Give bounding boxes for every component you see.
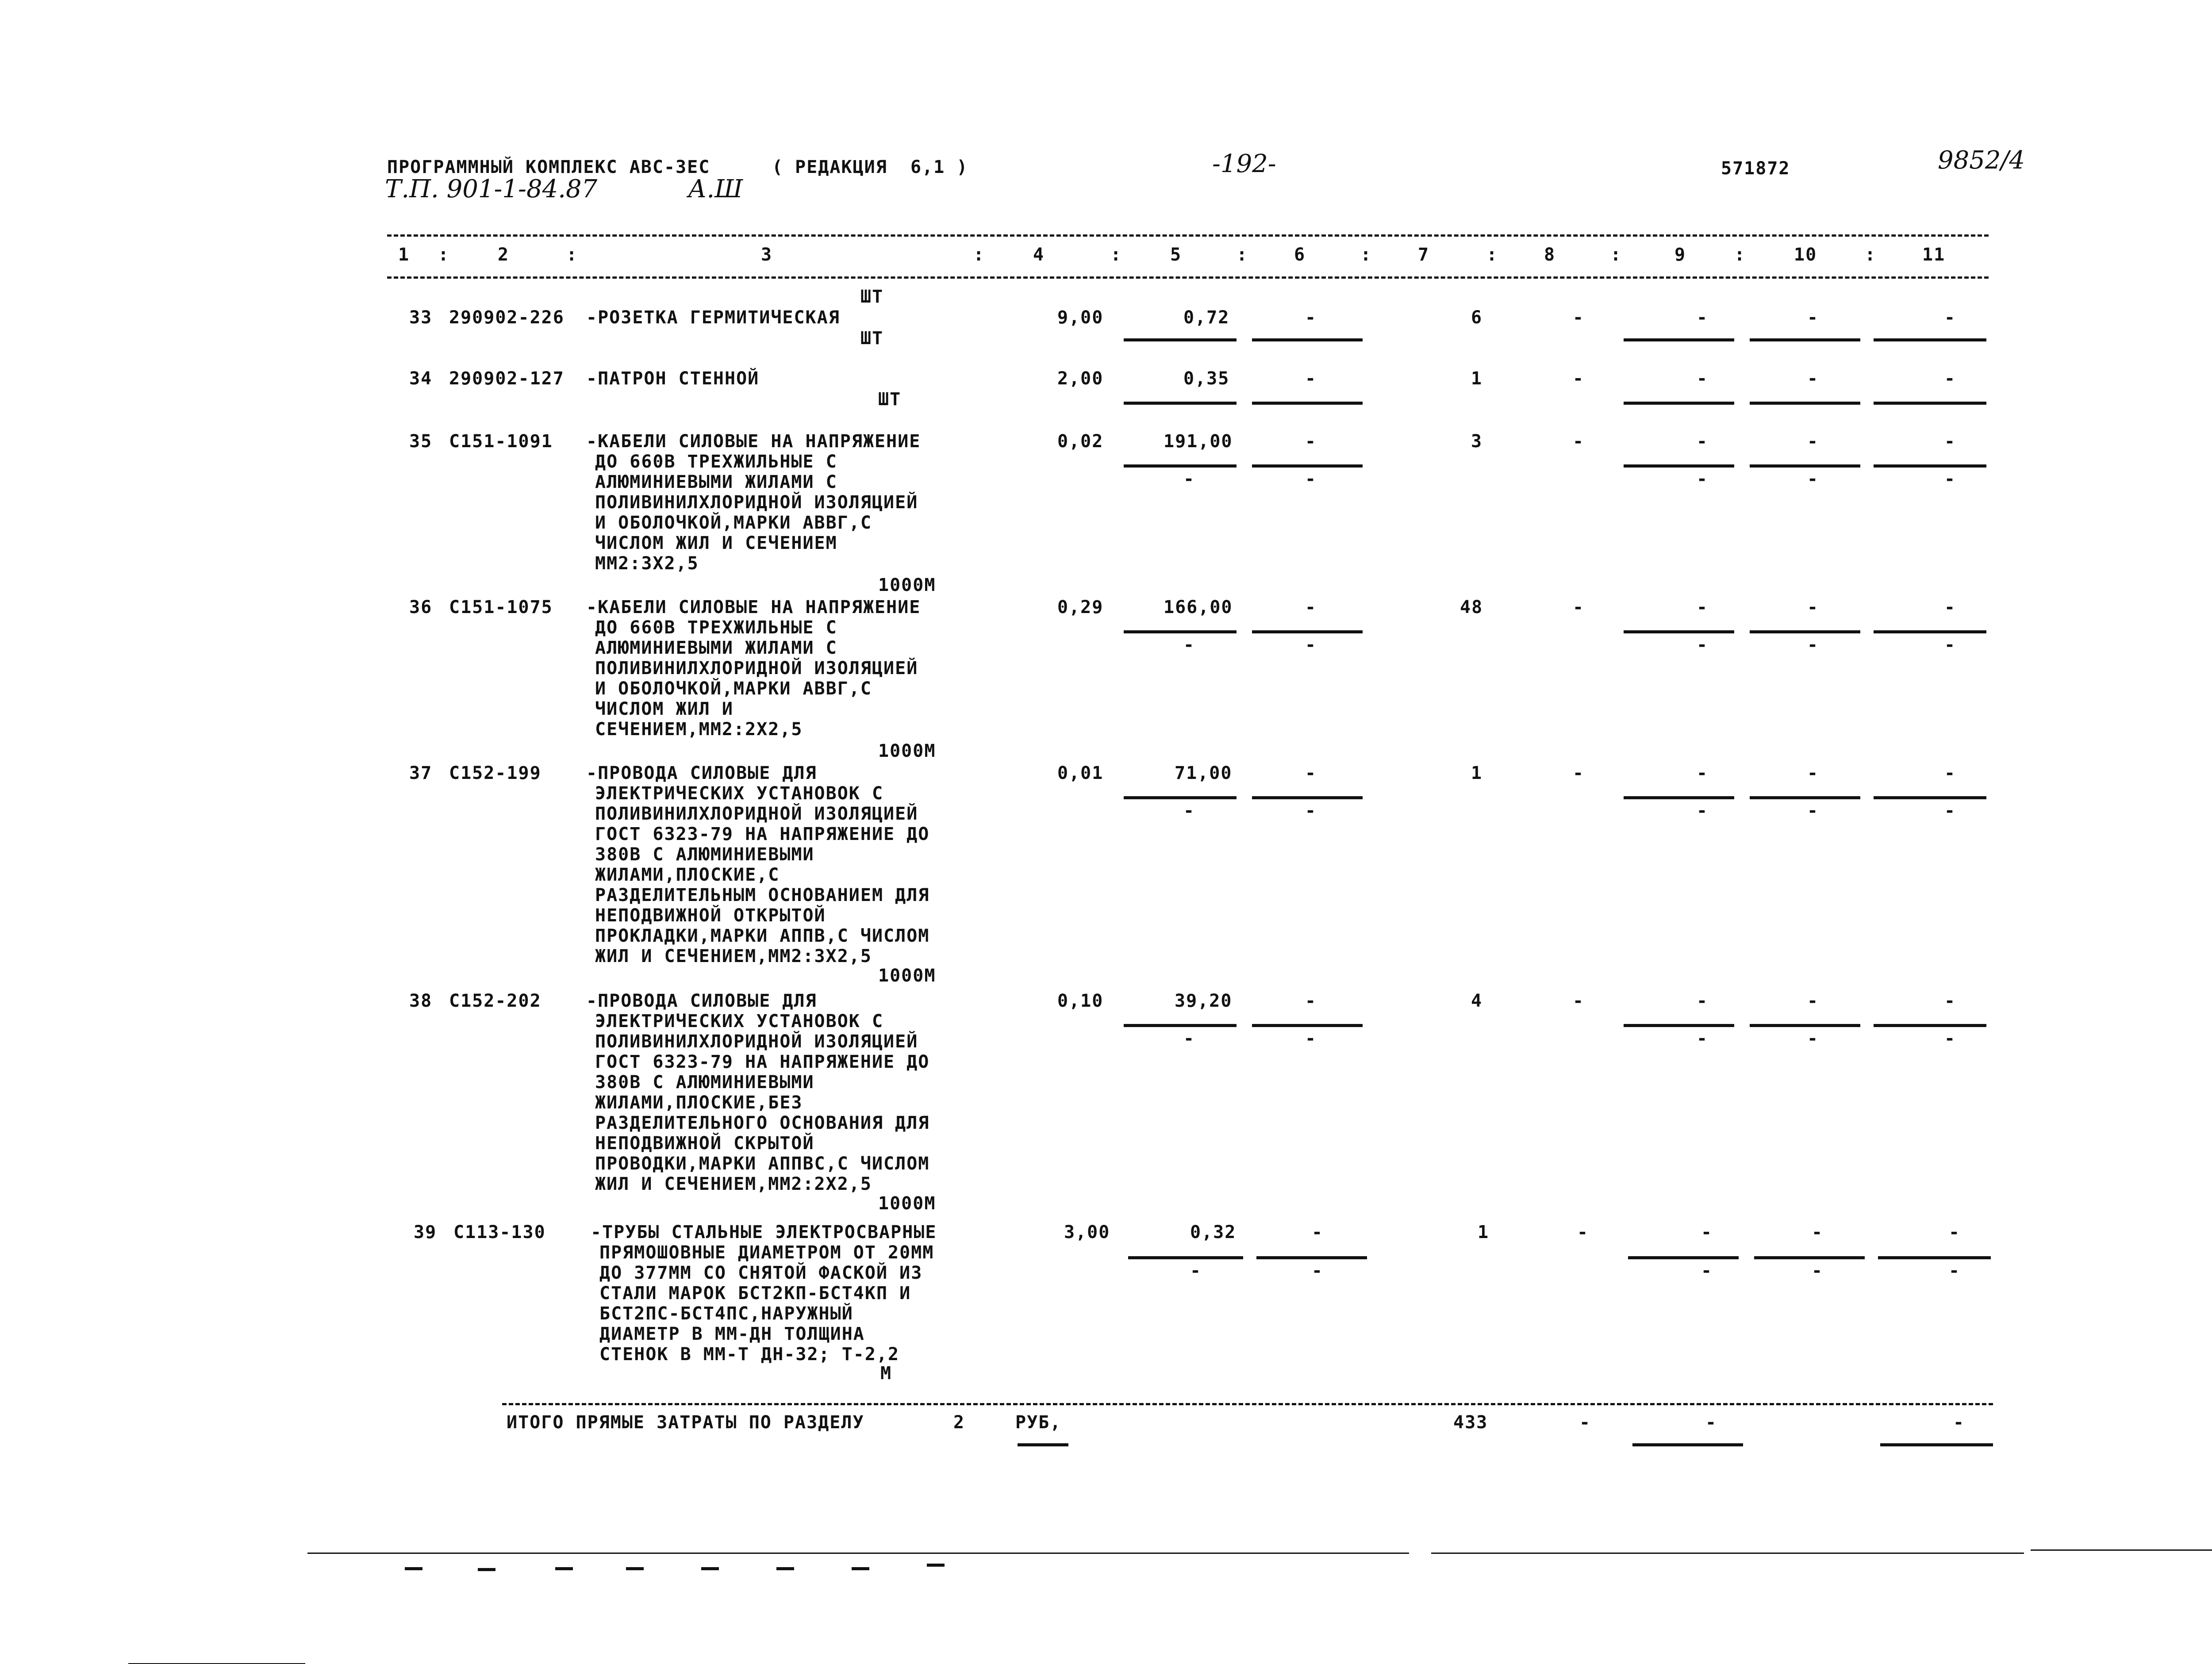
col-10: 10 [1794, 245, 1817, 265]
item-name-line: И ОБОЛОЧКОЙ,МАРКИ АВВГ,С [595, 513, 872, 533]
item-name-line: ПОЛИВИНИЛХЛОРИДНОЙ ИЗОЛЯЦИЕЙ [595, 658, 918, 679]
item-code: С152-199 [449, 763, 541, 783]
item-name-line: ПРЯМОШОВНЫЕ ДИАМЕТРОМ ОТ 20ММ [599, 1242, 934, 1263]
program-title: ПРОГРАММНЫЙ КОМПЛЕКС АВС-3ЕС [387, 157, 710, 177]
item-name-line: СТАЛИ МАРОК БСТ2КП-БСТ4КП И [599, 1283, 911, 1304]
summary-currency: РУБ, [1015, 1412, 1062, 1433]
quantity: 0,02 [1057, 431, 1104, 452]
header-bottom-rule [387, 276, 1989, 279]
item-name-line: -ПРОВОДА СИЛОВЫЕ ДЛЯ [586, 991, 817, 1011]
document-code: 571872 [1721, 158, 1790, 179]
unit-price: 0,32 [1190, 1222, 1237, 1242]
unit-price: 166,00 [1164, 597, 1233, 617]
item-name-line: ЖИЛАМИ,ПЛОСКИЕ,С [595, 865, 780, 885]
row-number: 35 [409, 431, 433, 452]
total-cost: 1 [1478, 1222, 1490, 1242]
item-name-line: НЕПОДВИЖНОЙ ОТКРЫТОЙ [595, 905, 826, 926]
total-cost: 1 [1471, 763, 1483, 783]
unit: 1000М [878, 575, 936, 595]
total-cost: 6 [1471, 307, 1483, 328]
item-code: 290902-127 [449, 368, 565, 389]
unit-price: 0,35 [1183, 368, 1230, 389]
total-cost: 4 [1471, 991, 1483, 1011]
row-number: 36 [409, 597, 433, 617]
quantity: 0,01 [1057, 763, 1104, 783]
total-cost: 1 [1471, 368, 1483, 389]
unit: ШТ [878, 389, 902, 410]
summary-total: 433 [1453, 1412, 1488, 1433]
unit-price: 191,00 [1164, 431, 1233, 452]
unit-price: 0,72 [1183, 307, 1230, 328]
row-number: 39 [414, 1222, 437, 1242]
quantity: 2,00 [1057, 368, 1104, 389]
unit: 1000М [878, 741, 936, 761]
quantity: 0,29 [1057, 597, 1104, 617]
item-name-line: ММ2:3Х2,5 [595, 553, 699, 574]
item-name: -РОЗЕТКА ГЕРМИТИЧЕСКАЯ [586, 307, 840, 328]
item-name-line: ЖИЛ И СЕЧЕНИЕМ,ММ2:3Х2,5 [595, 946, 872, 966]
bottom-rule-left [307, 1553, 1409, 1554]
item-name-line: НЕПОДВИЖНОЙ СКРЫТОЙ [595, 1133, 814, 1154]
unit: 1000М [878, 966, 936, 986]
archive-number: 9852/4 [1938, 146, 2025, 175]
col-9: 9 [1674, 245, 1686, 265]
quantity: 3,00 [1064, 1222, 1110, 1242]
col-11: 11 [1922, 245, 1946, 265]
row-number: 37 [409, 763, 433, 783]
unit-price: 39,20 [1175, 991, 1233, 1011]
item-code: С152-202 [449, 991, 541, 1011]
unit: ШТ [860, 287, 884, 307]
item-code: 290902-226 [449, 307, 565, 328]
item-name-line: ЭЛЕКТРИЧЕСКИХ УСТАНОВОК С [595, 783, 884, 804]
edition-label: ( РЕДАКЦИЯ 6,1 ) [772, 157, 968, 177]
item-code: С113-130 [453, 1222, 546, 1242]
item-name-line: И ОБОЛОЧКОЙ,МАРКИ АВВГ,С [595, 679, 872, 699]
row-number: 38 [409, 991, 433, 1011]
item-name-line: РАЗДЕЛИТЕЛЬНОГО ОСНОВАНИЯ ДЛЯ [595, 1113, 930, 1133]
item-name-line: ДО 377ММ СО СНЯТОЙ ФАСКОЙ ИЗ [599, 1263, 923, 1283]
item-name-line: ПОЛИВИНИЛХЛОРИДНОЙ ИЗОЛЯЦИЕЙ [595, 804, 918, 824]
item-name-line: ЖИЛАМИ,ПЛОСКИЕ,БЕЗ [595, 1093, 803, 1113]
item-name-line: ГОСТ 6323-79 НА НАПРЯЖЕНИЕ ДО [595, 824, 930, 844]
item-name-line: ЧИСЛОМ ЖИЛ И СЕЧЕНИЕМ [595, 533, 837, 553]
item-name-line: АЛЮМИНИЕВЫМИ ЖИЛАМИ С [595, 638, 837, 658]
item-name-line: ЖИЛ И СЕЧЕНИЕМ,ММ2:2Х2,5 [595, 1174, 872, 1194]
quantity: 9,00 [1057, 307, 1104, 328]
item-name-line: -ТРУБЫ СТАЛЬНЫЕ ЭЛЕКТРОСВАРНЫЕ [591, 1222, 937, 1242]
item-code: С151-1091 [449, 431, 553, 452]
col-7: 7 [1418, 245, 1430, 265]
col-3: 3 [761, 245, 773, 265]
unit: ШТ [860, 328, 884, 349]
col-2: 2 [498, 245, 510, 265]
item-name-line: СТЕНОК В ММ-Т ДН-32; Т-2,2 [599, 1344, 900, 1365]
col-8: 8 [1544, 245, 1556, 265]
summary-top-rule [502, 1403, 1993, 1405]
row-number: 34 [409, 368, 433, 389]
item-name-line: -КАБЕЛИ СИЛОВЫЕ НА НАПРЯЖЕНИЕ [586, 597, 921, 617]
item-name-line: 380В С АЛЮМИНИЕВЫМИ [595, 1072, 814, 1093]
unit: 1000М [878, 1193, 936, 1214]
item-name-line: СЕЧЕНИЕМ,ММ2:2Х2,5 [595, 719, 803, 740]
item-name-line: АЛЮМИНИЕВЫМИ ЖИЛАМИ С [595, 472, 837, 492]
bottom-rule-middle [1431, 1553, 2024, 1554]
unit-price: 71,00 [1175, 763, 1233, 783]
col-4: 4 [1033, 245, 1045, 265]
item-name-line: ПРОВОДКИ,МАРКИ АППВС,С ЧИСЛОМ [595, 1154, 930, 1174]
album-number: А.Ш [688, 175, 743, 203]
summary-label: ИТОГО ПРЯМЫЕ ЗАТРАТЫ ПО РАЗДЕЛУ [507, 1412, 864, 1433]
item-name-line: ЭЛЕКТРИЧЕСКИХ УСТАНОВОК С [595, 1011, 884, 1031]
project-reference: Т.П. 901-1-84.87 [385, 175, 598, 203]
col-5: 5 [1170, 245, 1182, 265]
item-name-line: РАЗДЕЛИТЕЛЬНЫМ ОСНОВАНИЕМ ДЛЯ [595, 885, 930, 905]
item-name-line: ЧИСЛОМ ЖИЛ И [595, 699, 733, 719]
page-number: -192- [1212, 150, 1276, 178]
item-name-line: ДО 660В ТРЕХЖИЛЬНЫЕ С [595, 452, 837, 472]
item-name: -ПАТРОН СТЕННОЙ [586, 368, 760, 389]
item-name-line: БСТ2ПС-БСТ4ПС,НАРУЖНЫЙ [599, 1304, 853, 1324]
item-name-line: ПРОКЛАДКИ,МАРКИ АППВ,С ЧИСЛОМ [595, 926, 930, 946]
item-name-line: ДИАМЕТР В ММ-ДН ТОЛЩИНА [599, 1324, 865, 1344]
item-name-line: ГОСТ 6323-79 НА НАПРЯЖЕНИЕ ДО [595, 1052, 930, 1072]
item-name-line: ДО 660В ТРЕХЖИЛЬНЫЕ С [595, 617, 837, 638]
total-cost: 48 [1460, 597, 1483, 617]
summary-section: 2 [953, 1412, 965, 1433]
document-page: ПРОГРАММНЫЙ КОМПЛЕКС АВС-3ЕС ( РЕДАКЦИЯ 6,1 ) -192- 571872 9852/4 Т.П. 901-1-84.87 А.Ш 1 2 3 4 5 6 7 8 9 10 11 : : : : : : : : : : ШТ 33 290902-226 -РОЗЕТКА ГЕРМИТИЧЕСКАЯ 9,00 0,72 6 ШТ 34 290902-127 -ПАТРОН СТЕННОЙ 2,00 0,35 1 ШТ 35 С151-1091 -КАБЕЛИ СИЛОВЫЕ НА НАПРЯЖЕНИЕ ДО 660В ТРЕХЖИЛЬНЫЕ С АЛЮМИНИЕВЫМИ ЖИЛАМИ С ПОЛИВИНИЛХЛОРИДНОЙ ИЗОЛЯЦИЕЙ И ОБОЛОЧКОЙ,МАРКИ АВВГ,С ЧИСЛОМ ЖИЛ И СЕЧЕНИЕМ ММ2:3Х2,5 1000М 0,02 191,00 3 36 С151-1075 -КАБЕЛИ СИЛОВЫЕ НА НАПРЯЖЕНИЕ ДО 660В ТРЕХЖИЛЬНЫЕ С АЛЮМИНИЕВЫМИ ЖИЛАМИ С ПОЛИВИНИЛХЛОРИДНОЙ ИЗОЛЯЦИЕЙ И ОБОЛОЧКОЙ,МАРКИ АВВГ,С ЧИСЛОМ ЖИЛ И СЕЧЕНИЕМ,ММ2:2Х2,5 1000М 0,29 166,00 48 37 С152-199 -ПРОВОДА СИЛОВЫЕ ДЛЯ ЭЛЕКТРИЧЕСКИХ УСТАНОВОК С ПОЛИВИНИЛХЛОРИДНОЙ ИЗОЛЯЦИЕЙ ГОСТ 6323-79 НА НАПРЯЖЕНИЕ ДО 380В С АЛЮМИНИЕВЫМИ ЖИЛАМИ,ПЛОСКИЕ,С РАЗДЕЛИТЕЛЬНЫМ ОСНОВАНИЕМ ДЛЯ НЕПОДВИЖНОЙ ОТКРЫТОЙ ПРОКЛАДКИ,МАРКИ АППВ,С ЧИСЛОМ ЖИЛ И СЕЧЕНИЕМ,ММ2:3Х2,5 1000М 0,01 71,00 1 38 С152-202 -ПРОВОДА СИЛОВЫЕ ДЛЯ ЭЛЕКТРИЧЕСКИХ УСТАНОВОК С ПОЛИВИНИЛХЛОРИДНОЙ ИЗОЛЯЦИЕЙ ГОСТ 6323-79 НА НАПРЯЖЕНИЕ ДО 380В С АЛЮМИНИЕВЫМИ ЖИЛАМИ,ПЛОСКИЕ,БЕЗ РАЗДЕЛИТЕЛЬНОГО ОСНОВАНИЯ ДЛЯ НЕПОДВИЖНОЙ СКРЫТОЙ ПРОВОДКИ,МАРКИ АППВС,С ЧИСЛОМ ЖИЛ И СЕЧЕНИЕМ,ММ2:2Х2,5 1000М 0,10 39,20 4 39 С113-130 -ТРУБЫ СТАЛЬНЫЕ ЭЛЕКТРОСВАРНЫЕ ПРЯМОШОВНЫЕ ДИАМЕТРОМ ОТ 20ММ ДО 377ММ СО СНЯТОЙ ФАСКОЙ ИЗ СТАЛИ МАРОК БСТ2КП-БСТ4КП И БСТ2ПС-БСТ4ПС,НАРУЖНЫЙ ДИАМЕТР В ММ-ДН ТОЛЩИНА СТЕНОК В ММ-Т ДН-32; Т-2,2 М 3,00 0,32 1 - - - - - - - - - - - - - - - - - - - - - - - - - - - - - - - - - - - - - - - - - - - - - - - - - - - - - - - - - - - - ИТОГО ПРЯМЫЕ ЗАТРАТЫ ПО РАЗДЕЛУ 2 РУБ, 433 - - - [0, 0, 2212, 1664]
quantity: 0,10 [1057, 991, 1104, 1011]
col-1: 1 [398, 245, 410, 265]
item-name-line: 380В С АЛЮМИНИЕВЫМИ [595, 844, 814, 865]
item-name-line: -ПРОВОДА СИЛОВЫЕ ДЛЯ [586, 763, 817, 783]
bottom-rule-right [2031, 1549, 2212, 1551]
item-name-line: ПОЛИВИНИЛХЛОРИДНОЙ ИЗОЛЯЦИЕЙ [595, 492, 918, 513]
unit: М [880, 1363, 892, 1384]
total-cost: 3 [1471, 431, 1483, 452]
header-top-rule [387, 234, 1989, 237]
item-code: С151-1075 [449, 597, 553, 617]
item-name-line: -КАБЕЛИ СИЛОВЫЕ НА НАПРЯЖЕНИЕ [586, 431, 921, 452]
row-number: 33 [409, 307, 433, 328]
col-6: 6 [1294, 245, 1306, 265]
item-name-line: ПОЛИВИНИЛХЛОРИДНОЙ ИЗОЛЯЦИЕЙ [595, 1031, 918, 1052]
